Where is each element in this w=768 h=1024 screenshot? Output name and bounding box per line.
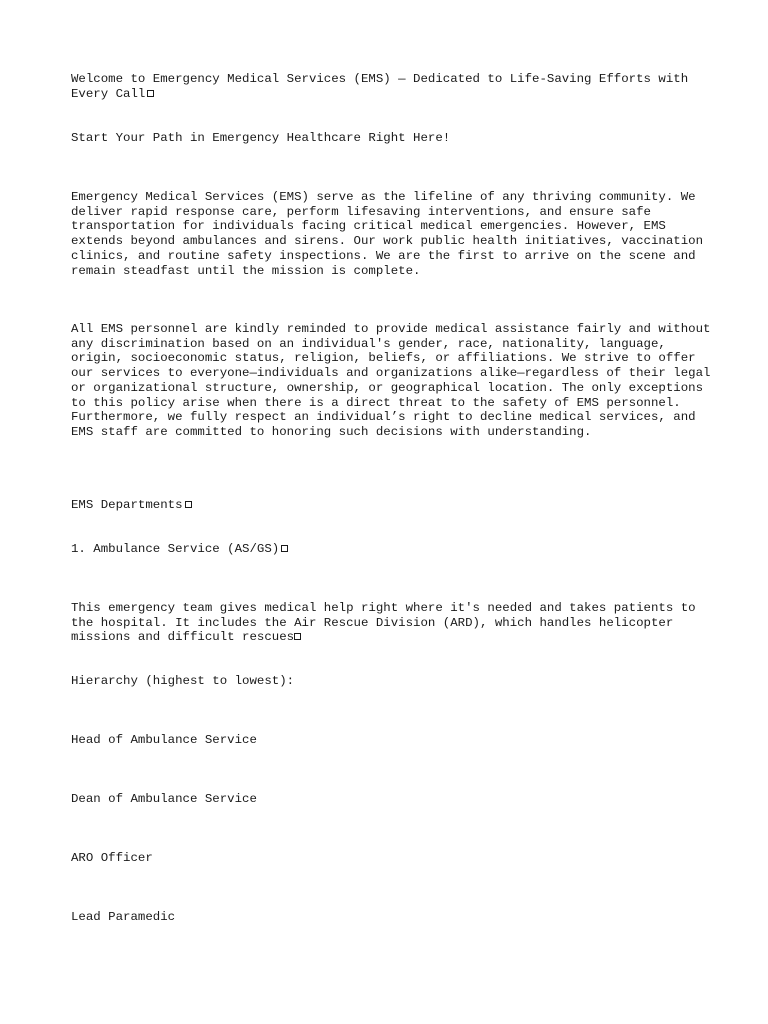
hierarchy-item: Head of Ambulance Service bbox=[71, 733, 257, 747]
hierarchy-item: Lead Paramedic bbox=[71, 910, 176, 924]
missing-glyph-icon bbox=[147, 90, 154, 97]
welcome-line: Welcome to Emergency Medical Services (EMS) — Dedicated to Life-Saving Efforts with Every Call bbox=[71, 72, 689, 101]
tagline: Start Your Path in Emergency Healthcare Right Here! bbox=[71, 131, 451, 145]
missing-glyph-icon bbox=[294, 633, 301, 640]
missing-glyph-icon bbox=[281, 545, 288, 552]
policy-paragraph: All EMS personnel are kindly reminded to provide medical assistance fairly and without any discrimination based on an individual's gender, race, nationality, language, origin, socioeconomic status, religion, beliefs, or affiliations. We strive to offer our services to everyone—individuals and organizations alike—regardless of their legal or organizational structure, ownership, or geographical location. The only exceptions to this policy arise when there is a direct threat to the safety of EMS personnel. Furthermore, we fully respect an individual’s right to decline medical services, and EMS staff are committed to honoring such decisions with understanding. bbox=[71, 322, 711, 439]
hierarchy-item: ARO Officer bbox=[71, 851, 153, 865]
hierarchy-label: Hierarchy (highest to lowest): bbox=[71, 674, 295, 688]
departments-heading: EMS Departments bbox=[71, 498, 711, 513]
intro-paragraph: Emergency Medical Services (EMS) serve as the lifeline of any thriving community. We deliver rapid response care, perform lifesaving interventions, and ensure safe transportation for individuals facing critical medical emergencies. However, EMS extends beyond ambulances and sirens. Our work public health initiatives, vaccination clinics, and routine safety inspections. We are the first to arrive on the scene and remain steadfast until the mission is complete. bbox=[71, 190, 704, 278]
ambulance-description: This emergency team gives medical help right where it's needed and takes patients to the hospital. It includes the Air Rescue Division (ARD), which handles helicopter missions and difficult rescues bbox=[71, 601, 696, 645]
ambulance-heading: 1. Ambulance Service (AS/GS) bbox=[71, 542, 711, 557]
hierarchy-item: Dean of Ambulance Service bbox=[71, 792, 257, 806]
missing-glyph-icon bbox=[185, 501, 192, 508]
